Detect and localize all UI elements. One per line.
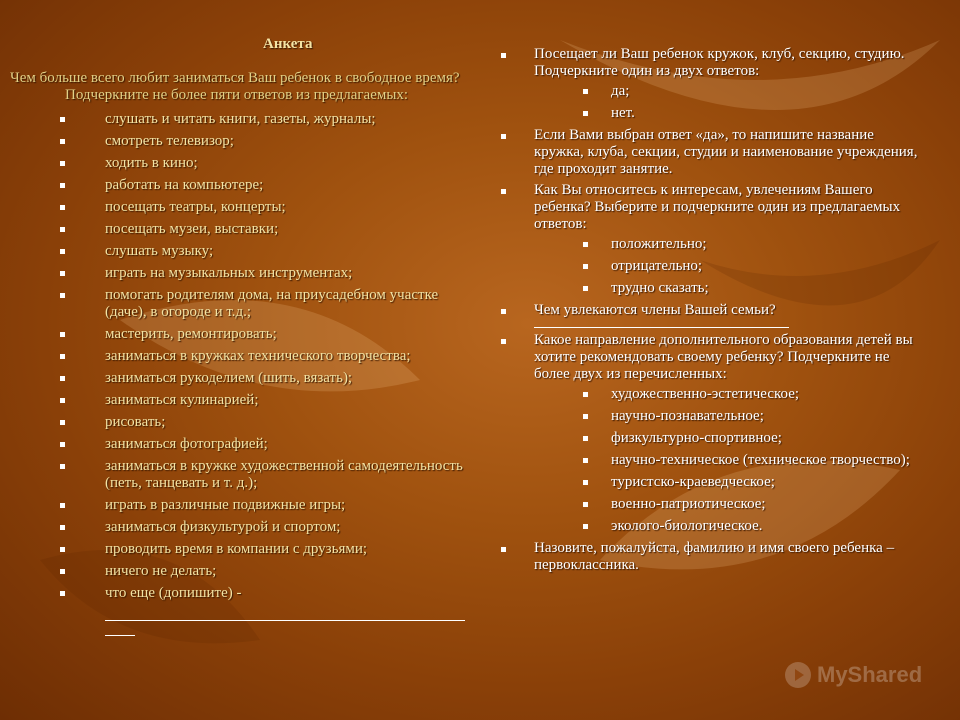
option-item: физкультурно-спортивное; (534, 430, 918, 447)
watermark-logo (785, 662, 922, 688)
hobby-list (10, 111, 470, 636)
bullet-icon (583, 502, 588, 507)
list-item: посещать театры, концерты; (10, 199, 470, 216)
bullet-icon (60, 547, 65, 552)
bullet-icon (583, 480, 588, 485)
bullet-icon (60, 442, 65, 447)
bullet-icon (60, 249, 65, 254)
answer-blank-tail (105, 631, 135, 636)
question-text: Как Вы относитесь к интересам, увлечениям Вашего ребенка? Выберите и подчеркните один из предлагаемых ответов: (534, 182, 901, 232)
bullet-icon (60, 205, 65, 210)
bullet-icon (60, 569, 65, 574)
bullet-icon (60, 293, 65, 298)
right-column (498, 46, 918, 578)
option-item: научно-техническое (техническое творчество); (534, 452, 918, 469)
list-item: смотреть телевизор; (10, 133, 470, 150)
list-item: заниматься кулинарией; (10, 392, 470, 409)
question-text: Какое направление дополнительного образования детей вы хотите рекомендовать своему ребенку? Подчеркните не более двух из перечисленных: (534, 332, 913, 382)
option-item: эколого-биологическое. (534, 518, 918, 535)
list-item: заниматься в кружках технического творчества; (10, 348, 470, 365)
list-item: помогать родителям дома, на приусадебном участке (даче), в огороде и т.д.; (10, 287, 470, 321)
answer-blank-line (534, 323, 789, 328)
question-text: Посещает ли Ваш ребенок кружок, клуб, секцию, студию. Подчеркните один из двух ответов: (534, 46, 905, 79)
bullet-icon (60, 420, 65, 425)
bullet-icon (501, 339, 506, 344)
option-item: военно-патриотическое; (534, 496, 918, 513)
bullet-icon (60, 591, 65, 596)
question-item (498, 332, 918, 535)
bullet-icon (60, 525, 65, 530)
question-list (498, 46, 918, 574)
page-title: Анкета (263, 36, 313, 52)
bullet-icon (583, 89, 588, 94)
answer-options (534, 386, 918, 535)
option-item: туристско-краеведческое; (534, 474, 918, 491)
bullet-icon (60, 464, 65, 469)
answer-blank-line (105, 616, 465, 621)
bullet-icon (583, 286, 588, 291)
question-text: Назовите, пожалуйста, фамилию и имя своего ребенка – первоклассника. (534, 540, 895, 573)
bullet-icon (60, 227, 65, 232)
bullet-icon (583, 524, 588, 529)
bullet-icon (60, 161, 65, 166)
option-item: трудно сказать; (534, 280, 918, 297)
option-item: отрицательно; (534, 258, 918, 275)
list-item: работать на компьютере; (10, 177, 470, 194)
question-item (498, 182, 918, 297)
bullet-icon (60, 271, 65, 276)
bullet-icon (60, 376, 65, 381)
option-item: научно-познавательное; (534, 408, 918, 425)
list-item: заниматься физкультурой и спортом; (10, 519, 470, 536)
question-item (498, 540, 918, 574)
list-item: слушать музыку; (10, 243, 470, 260)
list-item: что еще (допишите) - (10, 585, 470, 636)
option-item: да; (534, 83, 918, 100)
option-item: положительно; (534, 236, 918, 253)
answer-options (534, 236, 918, 297)
bullet-icon (583, 242, 588, 247)
bullet-icon (501, 134, 506, 139)
bullet-icon (583, 392, 588, 397)
bullet-icon (60, 183, 65, 188)
watermark-text: MyShared (817, 662, 923, 687)
bullet-icon (60, 503, 65, 508)
question-intro: Чем больше всего любит заниматься Ваш ребенок в свободное время? Подчеркните не более пяти ответов из предлагаемых: (10, 70, 460, 103)
bullet-icon (501, 189, 506, 194)
list-item: мастерить, ремонтировать; (10, 326, 470, 343)
question-item (498, 302, 918, 328)
bullet-icon (60, 354, 65, 359)
bullet-icon (501, 53, 506, 58)
bullet-icon (583, 436, 588, 441)
list-item: играть в различные подвижные игры; (10, 497, 470, 514)
question-text: Чем увлекаются члены Вашей семьи? (534, 302, 776, 318)
question-item (498, 127, 918, 178)
bullet-icon (583, 458, 588, 463)
answer-options (534, 83, 918, 122)
list-item: посещать музеи, выставки; (10, 221, 470, 238)
option-item: художественно-эстетическое; (534, 386, 918, 403)
list-item: ходить в кино; (10, 155, 470, 172)
bullet-icon (60, 398, 65, 403)
bullet-icon (60, 117, 65, 122)
left-column (10, 70, 470, 641)
list-item: заниматься фотографией; (10, 436, 470, 453)
bullet-icon (583, 111, 588, 116)
question-item (498, 46, 918, 122)
question-text: Если Вами выбран ответ «да», то напишите название кружка, клуба, секции, студии и наименование учреждения, где проходит занятие. (534, 127, 918, 177)
list-item: рисовать; (10, 414, 470, 431)
list-item: заниматься в кружке художественной самодеятельность (петь, танцевать и т. д.); (10, 458, 470, 492)
bullet-icon (501, 309, 506, 314)
list-item: играть на музыкальных инструментах; (10, 265, 470, 282)
bullet-icon (583, 264, 588, 269)
bullet-icon (60, 139, 65, 144)
list-item: заниматься рукоделием (шить, вязать); (10, 370, 470, 387)
option-item: нет. (534, 105, 918, 122)
bullet-icon (583, 414, 588, 419)
list-item: слушать и читать книги, газеты, журналы; (10, 111, 470, 128)
bullet-icon (60, 332, 65, 337)
bullet-icon (501, 547, 506, 552)
list-item: проводить время в компании с друзьями; (10, 541, 470, 558)
list-item: ничего не делать; (10, 563, 470, 580)
play-icon (785, 662, 811, 688)
